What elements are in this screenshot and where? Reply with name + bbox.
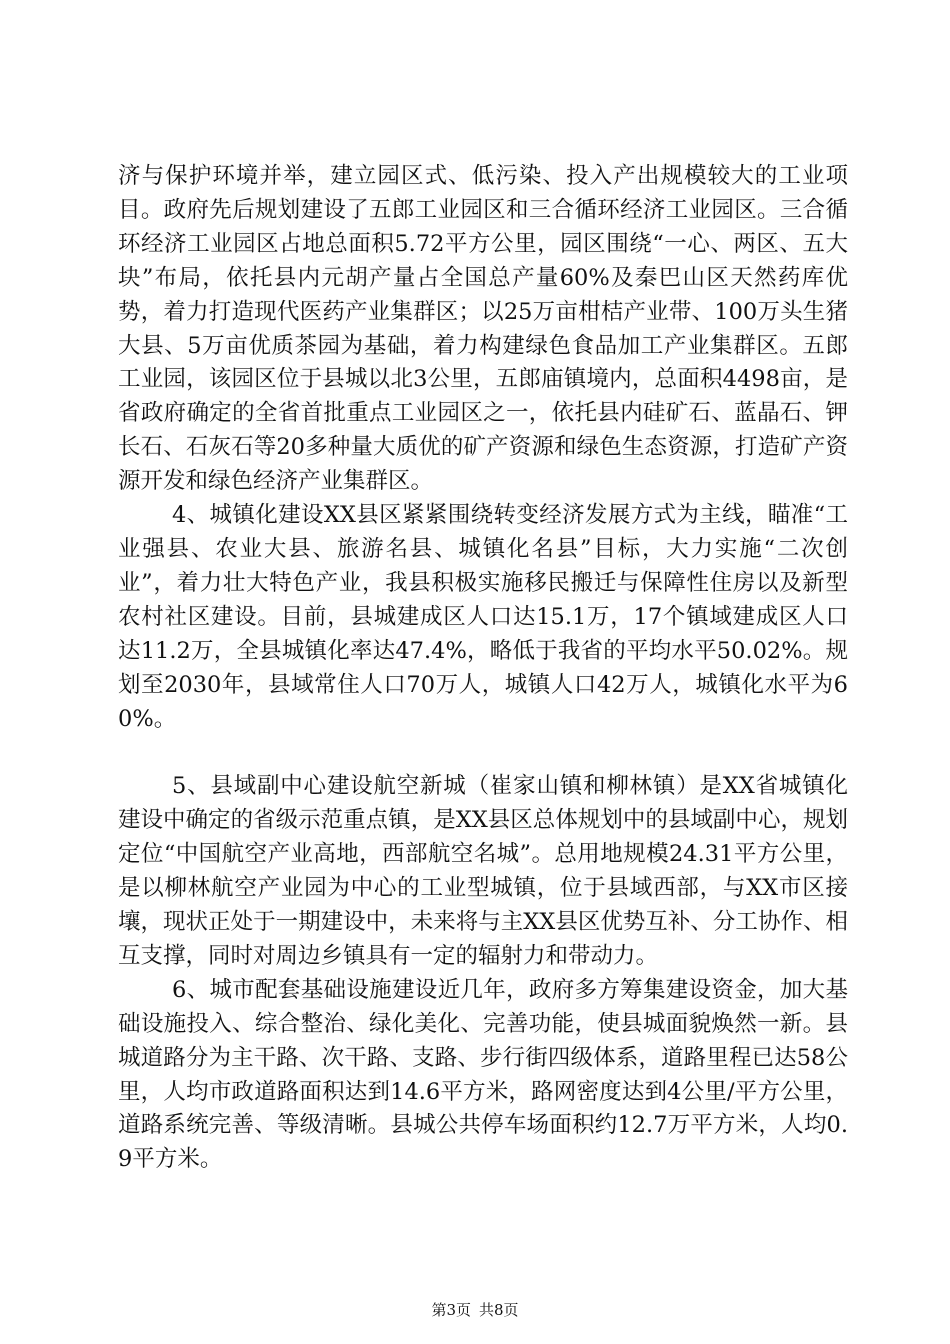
paragraph-infrastructure: 6、城市配套基础设施建设近几年，政府多方筹集建设资金，加大基础设施投入、综合整治、绿化美化、完善功能，使县城面貌焕然一新。县城道路分为主干路、次干路、支路、步行街四级体系，道路里程已达58公里，人均市政道路面积达到14.6平方米，路网密度达到4公里/平方公里，道路系统完善、等级清晰。县城公共停车场面积约12.7万平方米，人均0.9平方米。 [118,976,848,1173]
page-number: 第3页 [431,1301,471,1319]
document-body [118,160,848,1177]
paragraph-sub-center: 5、县域副中心建设航空新城（崔家山镇和柳林镇）是XX省城镇化建设中确定的省级示范重点镇，是XX县区总体规划中的县域副中心，规划定位“中国航空产业高地，西部航空名城”。总用地规模24.31平方公里，是以柳林航空产业园为中心的工业型城镇，位于县域西部，与XX市区接壤，现状正处于一期建设中，未来将与主XX县区优势互补、分工协作、相互支撑，同时对周边乡镇具有一定的辐射力和带动力。 [118,773,848,969]
paragraph-urbanization: 4、城镇化建设XX县区紧紧围绕转变经济发展方式为主线，瞄准“工业强县、农业大县、旅游名县、城镇化名县”目标，大力实施“二次创业”，着力壮大特色产业，我县积极实施移民搬迁与保障性住房以及新型农村社区建设。目前，县城建成区人口达15.1万，17个镇域建成区人口达11.2万，全县城镇化率达47.4%，略低于我省的平均水平50.02%。规划至2030年，县域常住人口70万人，城镇人口42万人，城镇化水平为60%。 [118,502,848,732]
paragraph-industrial-parks: 济与保护环境并举，建立园区式、低污染、投入产出规模较大的工业项目。政府先后规划建设了五郎工业园区和三合循环经济工业园区。三合循环经济工业园区占地总面积5.72平方公里，园区围绕“一心、两区、五大块”布局，依托县内元胡产量占全国总产量60%及秦巴山区天然药库优势，着力打造现代医药产业集群区；以25万亩柑桔产业带、100万头生猪大县、5万亩优质茶园为基础，着力构建绿色食品加工产业集群区。五郎工业园，该园区位于县城以北3公里，五郎庙镇境内，总面积4498亩，是省政府确定的全省首批重点工业园区之一，依托县内硅矿石、蓝晶石、钾长石、石灰石等20多种量大质优的矿产资源和绿色生态资源，打造矿产资源开发和绿色经济产业集群区。 [118,163,848,495]
paragraph-spacer [118,736,848,770]
page-footer [0,1300,950,1320]
page-total: 共8页 [479,1301,519,1319]
